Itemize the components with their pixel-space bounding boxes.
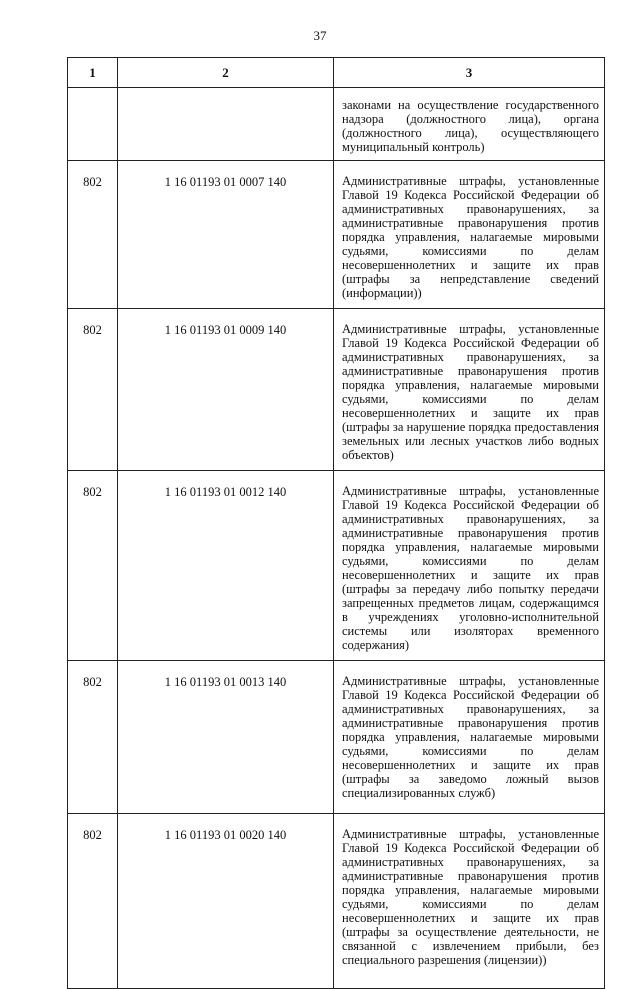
page-number: 37 [313, 28, 327, 43]
description-cell: законами на осуществление государственного надзора (должностного лица), органа (должностного лица), осуществляющего муниципальный контроль) [334, 88, 605, 161]
description-cell: Административные штрафы, установленные Главой 19 Кодекса Российской Федерации об административных правонарушениях, за административные правонарушения против порядка управления, налагаемые мировыми судьями, комиссиями по делам несовершеннолетних и защите их прав (штрафы за передачу либо попытку передачи запрещенных предметов лицам, содержащимся в учреждениях уголовно-исполнительной системы или изоляторах временного содержания) [334, 471, 605, 661]
admin-code-cell: 802 [68, 309, 118, 471]
admin-code-cell: 802 [68, 661, 118, 814]
admin-code-cell [68, 88, 118, 161]
table-row [68, 161, 605, 309]
header-col-2: 2 [118, 58, 334, 88]
table-header-row [68, 58, 605, 88]
budget-code-cell: 1 16 01193 01 0007 140 [118, 161, 334, 309]
budget-code-cell: 1 16 01193 01 0020 140 [118, 814, 334, 989]
budget-code-cell: 1 16 01193 01 0013 140 [118, 661, 334, 814]
table-row [68, 88, 605, 161]
header-col-1: 1 [68, 58, 118, 88]
budget-codes-table [67, 57, 605, 989]
admin-code-cell: 802 [68, 471, 118, 661]
description-cell: Административные штрафы, установленные Главой 19 Кодекса Российской Федерации об административных правонарушениях, за административные правонарушения против порядка управления, налагаемые мировыми судьями, комиссиями по делам несовершеннолетних и защите их прав (штрафы за непредставление сведений (информации)) [334, 161, 605, 309]
budget-code-cell: 1 16 01193 01 0009 140 [118, 309, 334, 471]
table-row [68, 309, 605, 471]
admin-code-cell: 802 [68, 814, 118, 989]
admin-code-cell: 802 [68, 161, 118, 309]
table-row [68, 661, 605, 814]
header-col-3: 3 [334, 58, 605, 88]
budget-code-cell [118, 88, 334, 161]
description-cell: Административные штрафы, установленные Главой 19 Кодекса Российской Федерации об административных правонарушениях, за административные правонарушения против порядка управления, налагаемые мировыми судьями, комиссиями по делам несовершеннолетних и защите их прав (штрафы за нарушение порядка предоставления земельных или лесных участков либо водных объектов) [334, 309, 605, 471]
table-row [68, 471, 605, 661]
description-cell: Административные штрафы, установленные Главой 19 Кодекса Российской Федерации об административных правонарушениях, за административные правонарушения против порядка управления, налагаемые мировыми судьями, комиссиями по делам несовершеннолетних и защите их прав (штрафы за осуществление деятельности, не связанной с извлечением прибыли, без специального разрешения (лицензии)) [334, 814, 605, 989]
description-cell: Административные штрафы, установленные Главой 19 Кодекса Российской Федерации об административных правонарушениях, за административные правонарушения против порядка управления, налагаемые мировыми судьями, комиссиями по делам несовершеннолетних и защите их прав (штрафы за заведомо ложный вызов специализированных служб) [334, 661, 605, 814]
table-row [68, 814, 605, 989]
budget-code-cell: 1 16 01193 01 0012 140 [118, 471, 334, 661]
